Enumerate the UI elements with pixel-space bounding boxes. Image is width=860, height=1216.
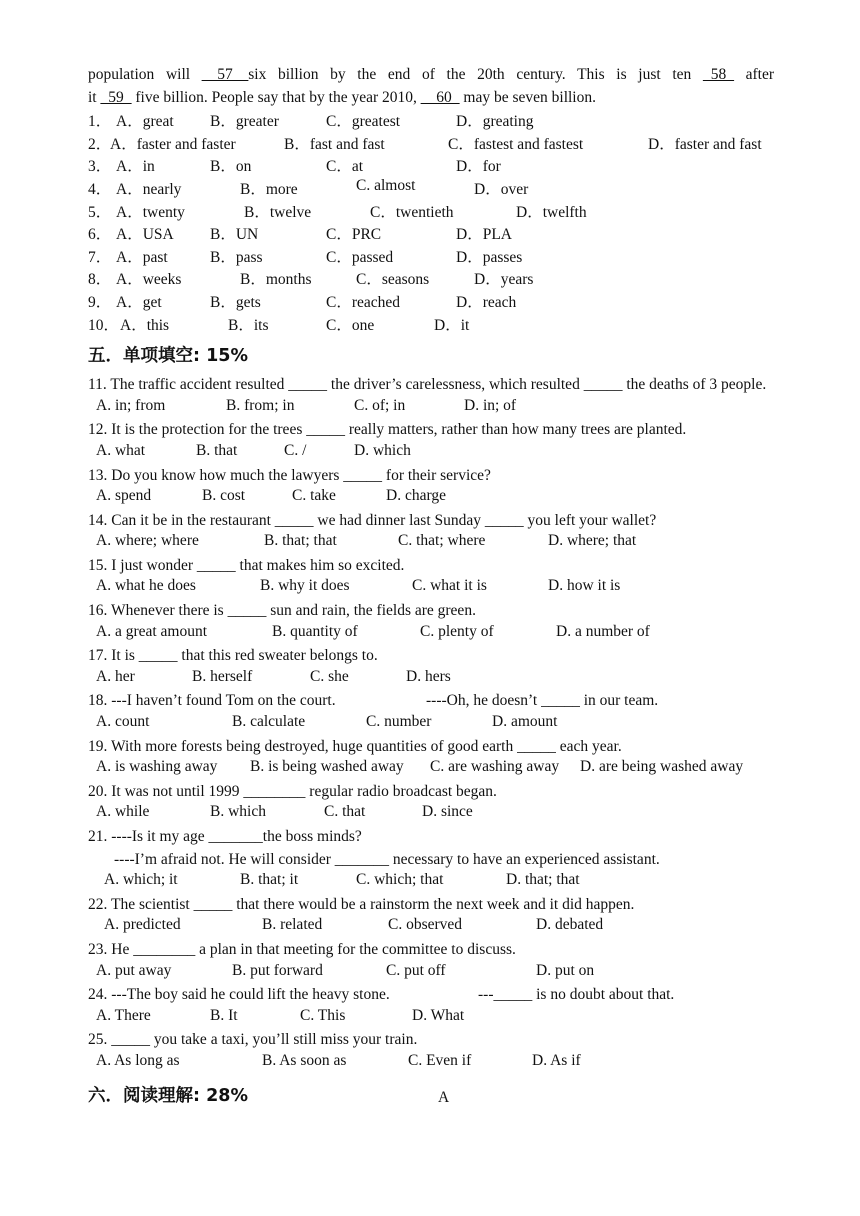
question-number: 4．: [88, 180, 112, 198]
option-a: A．this: [120, 316, 170, 334]
question-number: 7．: [88, 248, 112, 266]
question-options: [88, 397, 774, 420]
option-a: A. As long as: [96, 1051, 180, 1069]
option-a: A. what he does: [96, 577, 196, 595]
question-stem: 15. I just wonder _____ that makes him so excited.: [88, 556, 405, 574]
option-b: B. why it does: [260, 577, 350, 595]
option-c: C．fastest and fastest: [448, 135, 584, 153]
option-d: D. charge: [386, 487, 446, 505]
option-a: A. is washing away: [96, 758, 218, 776]
question-stem: 12. It is the protection for the trees _____ really matters, rather than how many trees are planted.: [88, 421, 687, 439]
question-19: [88, 736, 774, 781]
section-6-header: [88, 1081, 774, 1114]
question-number: 2．: [88, 135, 112, 153]
option-d: D．years: [474, 271, 534, 289]
option-b: B. is being washed away: [250, 758, 404, 776]
cloze-option-row: [88, 154, 774, 177]
question-number: 1．: [88, 113, 112, 131]
cloze-option-row: [88, 200, 774, 223]
question-stem: 13. Do you know how much the lawyers _____ for their service?: [88, 466, 491, 484]
question-24: [88, 984, 774, 1029]
question-number: 6．: [88, 226, 112, 244]
option-c: C. Even if: [408, 1051, 472, 1069]
option-d: D. since: [422, 803, 473, 821]
option-a: A．past: [116, 248, 168, 266]
question-options: [88, 1007, 774, 1030]
blank-57: __57__: [201, 66, 249, 83]
question-options: [88, 442, 774, 465]
option-c: C. /: [284, 441, 307, 459]
option-c: C. number: [366, 713, 432, 731]
option-b: B. It: [210, 1006, 238, 1024]
cloze-passage-line-1: population will __57__six billion by the end of the 20th century. This is just ten _58_ after: [88, 66, 775, 83]
option-d: D. that; that: [506, 871, 580, 889]
section-6-title: 六．阅读理解: 28%: [88, 1085, 248, 1106]
option-c: C．seasons: [356, 271, 430, 289]
option-d: D. amount: [492, 713, 558, 731]
option-c: C．twentieth: [370, 203, 454, 221]
question-options: [88, 871, 774, 894]
option-c: C．passed: [326, 248, 394, 266]
question-stem: 17. It is _____ that this red sweater belongs to.: [88, 647, 378, 665]
option-b: B．on: [210, 158, 252, 176]
option-d: D. are being washed away: [580, 758, 744, 776]
question-15: [88, 555, 774, 600]
option-a: A．USA: [116, 226, 174, 244]
option-c: C. she: [310, 667, 349, 685]
section-5-title: 五．单项填空: 15%: [88, 346, 248, 367]
option-d: D. where; that: [548, 532, 637, 550]
question-stem: 16. Whenever there is _____ sun and rain, the fields are green.: [88, 602, 476, 620]
option-d: D. What: [412, 1006, 465, 1024]
option-b: B. cost: [202, 487, 246, 505]
option-a: A. put away: [96, 961, 172, 979]
question-12: [88, 419, 774, 464]
option-c: C. which; that: [356, 871, 444, 889]
question-number: 8．: [88, 271, 112, 289]
question-20: [88, 781, 774, 826]
option-d: D．it: [434, 316, 470, 334]
question-25: [88, 1029, 774, 1074]
option-c: C．PRC: [326, 226, 382, 244]
option-a: A. what: [96, 441, 146, 459]
question-stem: 24. ---The boy said he could lift the heavy stone. ---_____ is no doubt about that.: [88, 986, 675, 1004]
option-c: C. are washing away: [430, 758, 560, 776]
exam-page: [88, 64, 774, 1114]
question-options: [88, 962, 774, 985]
passage-label: A: [437, 1088, 450, 1106]
question-options: [88, 623, 774, 646]
option-c: C. almost: [356, 176, 416, 194]
option-b: B. that; that: [264, 532, 337, 550]
option-a: A. predicted: [104, 916, 181, 934]
option-d: D．passes: [456, 248, 523, 266]
question-16: [88, 600, 774, 645]
option-c: C. what it is: [412, 577, 487, 595]
option-a: A．twenty: [116, 203, 185, 221]
option-d: D. how it is: [548, 577, 621, 595]
question-stem: 23. He ________ a plan in that meeting for the committee to discuss.: [88, 940, 516, 958]
question-11: [88, 374, 774, 419]
option-c: C. observed: [388, 916, 463, 934]
option-d: D. hers: [406, 667, 451, 685]
blank-59: _59_: [100, 88, 132, 106]
option-d: D．for: [456, 158, 501, 176]
option-a: A．get: [116, 293, 162, 311]
option-a: A. where; where: [96, 532, 199, 550]
question-18: [88, 690, 774, 735]
question-stem: 22. The scientist _____ that there would be a rainstorm the next week and it did happen.: [88, 895, 635, 913]
option-b: B．UN: [210, 226, 259, 244]
question-options: [88, 487, 774, 510]
question-options: [88, 713, 774, 736]
question-stem: 14. Can it be in the restaurant _____ we had dinner last Sunday _____ you left your wallet?: [88, 511, 657, 529]
option-b: B．greater: [210, 113, 279, 131]
option-b: B. that: [196, 441, 238, 459]
question-stem: 21. ----Is it my age _______the boss minds?: [88, 828, 362, 845]
option-c: C. This: [300, 1006, 346, 1024]
option-a: A．great: [116, 113, 174, 131]
option-b: B．pass: [210, 248, 263, 266]
option-b: B．more: [240, 180, 298, 198]
option-c: C. plenty of: [420, 622, 494, 640]
cloze-option-row: [88, 313, 774, 336]
option-d: D．twelfth: [516, 203, 587, 221]
cloze-options: [88, 109, 774, 335]
option-b: B. As soon as: [262, 1051, 347, 1069]
option-b: B. related: [262, 916, 323, 934]
option-d: D．PLA: [456, 226, 512, 244]
question-21: [88, 826, 774, 894]
question-stem: 25. _____ you take a taxi, you’ll still miss your train.: [88, 1031, 418, 1049]
option-b: B. put forward: [232, 961, 323, 979]
option-c: C. of; in: [354, 396, 406, 414]
question-number: 5．: [88, 203, 112, 221]
option-d: D. in; of: [464, 396, 517, 414]
option-c: C. put off: [386, 961, 446, 979]
option-d: D. which: [354, 441, 411, 459]
question-options: [88, 803, 774, 826]
option-a: A. in; from: [96, 396, 166, 414]
option-d: D. As if: [532, 1051, 581, 1069]
option-c: C. that; where: [398, 532, 486, 550]
question-number: 9．: [88, 293, 112, 311]
cloze-option-row: [88, 267, 774, 290]
option-b: B. quantity of: [272, 622, 358, 640]
option-d: D．reach: [456, 293, 517, 311]
option-b: B. which: [210, 803, 266, 821]
question-options: [88, 758, 774, 781]
option-a: A．in: [116, 158, 155, 176]
cloze-option-row: [88, 245, 774, 268]
option-b: B．its: [228, 316, 269, 334]
question-stem: 19. With more forests being destroyed, huge quantities of good earth _____ each year.: [88, 737, 622, 755]
option-a: A. There: [96, 1006, 151, 1024]
option-b: B. that; it: [240, 871, 299, 889]
option-d: D．greating: [456, 113, 534, 131]
option-b: B．gets: [210, 293, 261, 311]
option-d: D. debated: [536, 916, 604, 934]
option-c: C．greatest: [326, 113, 401, 131]
cloze-option-row: [88, 290, 774, 313]
question-options: [88, 577, 774, 600]
cloze-option-row: [88, 222, 774, 245]
option-d: D．faster and fast: [648, 135, 762, 153]
question-17: [88, 645, 774, 690]
option-d: D. put on: [536, 961, 595, 979]
option-b: B. calculate: [232, 713, 306, 731]
question-stem: 20. It was not until 1999 ________ regular radio broadcast began.: [88, 782, 497, 800]
option-c: C．reached: [326, 293, 401, 311]
option-d: D．over: [474, 180, 529, 198]
option-a: A. spend: [96, 487, 152, 505]
option-a: A．faster and faster: [110, 135, 236, 153]
question-number: 3．: [88, 158, 112, 176]
option-a: A．nearly: [116, 180, 182, 198]
option-a: A．weeks: [116, 271, 182, 289]
question-number: 10．: [88, 316, 120, 334]
question-options: [88, 916, 774, 939]
option-c: C. that: [324, 803, 366, 821]
question-23: [88, 939, 774, 984]
option-d: D. a number of: [556, 622, 650, 640]
option-b: B．fast and fast: [284, 135, 385, 153]
multiple-choice-questions: [88, 374, 774, 1074]
blank-60: __60_: [420, 88, 460, 106]
question-stem: 18. ---I haven’t found Tom on the court. ----Oh, he doesn’t _____ in our team.: [88, 692, 659, 710]
question-stem-reply: ----I’m afraid not. He will consider _______ necessary to have an experienced assistant.: [114, 850, 660, 868]
question-13: [88, 465, 774, 510]
option-b: B. from; in: [226, 396, 295, 414]
question-options: [88, 668, 774, 691]
option-b: B．months: [240, 271, 312, 289]
blank-58: _58_: [702, 66, 734, 83]
cloze-passage-line-2: it _59_ five billion. People say that by the year 2010, __60_ may be seven billion.: [88, 88, 596, 106]
question-options: [88, 1052, 774, 1075]
cloze-option-row: [88, 177, 774, 200]
question-14: [88, 510, 774, 555]
option-c: C. take: [292, 487, 336, 505]
cloze-option-row: [88, 109, 774, 132]
option-a: A. her: [96, 667, 135, 685]
option-a: A. count: [96, 713, 150, 731]
option-a: A. a great amount: [96, 622, 208, 640]
cloze-option-row: [88, 132, 774, 155]
question-options: [88, 532, 774, 555]
question-stem: 11. The traffic accident resulted _____ the driver’s carelessness, which resulted _____ the deaths of 3 people.: [88, 376, 767, 394]
option-a: A. while: [96, 803, 150, 821]
option-b: B．twelve: [244, 203, 312, 221]
option-c: C．one: [326, 316, 375, 334]
option-c: C．at: [326, 158, 364, 176]
question-22: [88, 894, 774, 939]
option-b: B. herself: [192, 667, 253, 685]
option-a: A. which; it: [104, 871, 178, 889]
